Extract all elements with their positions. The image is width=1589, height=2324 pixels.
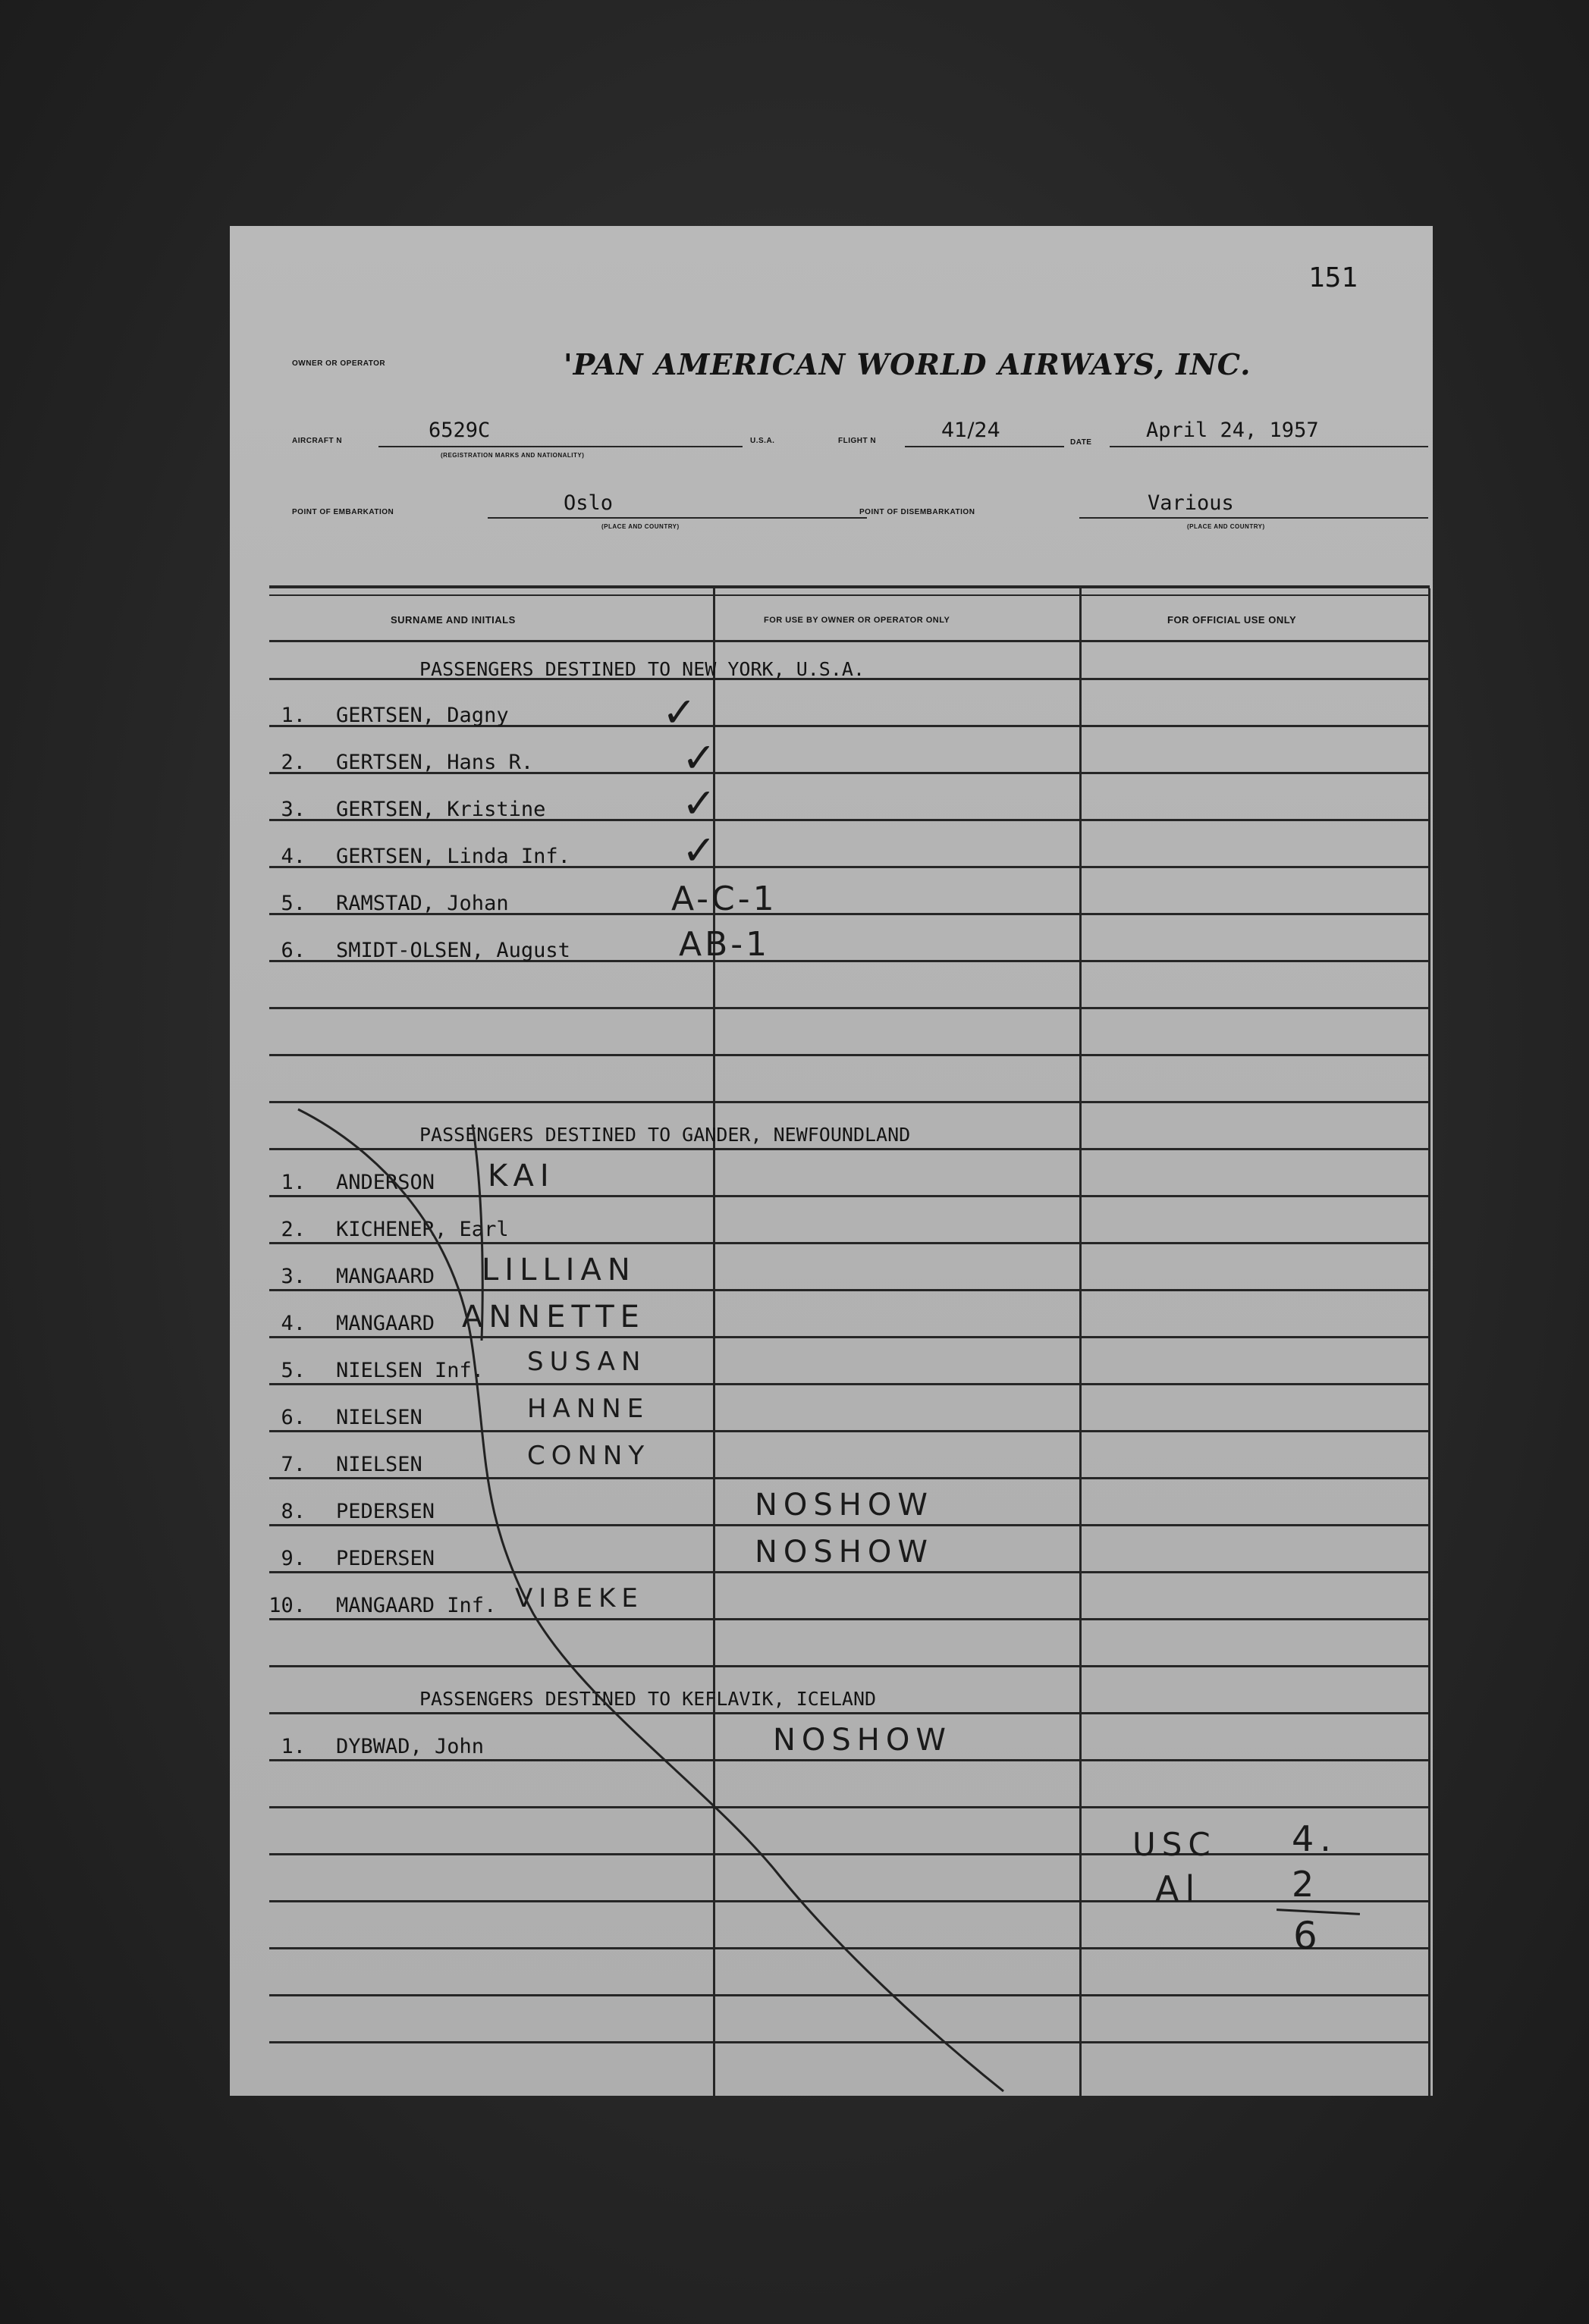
row-number: 8. [281, 1500, 306, 1523]
rule [269, 2041, 1430, 2043]
rule [269, 1947, 1430, 1949]
checkmark: ✓ [682, 779, 723, 827]
table-top-border-inner [269, 594, 1430, 596]
passenger-manifest-page [230, 226, 1433, 2096]
pencil-strike-line [230, 226, 1433, 2096]
handwritten-given-name: VIBEKE [515, 1583, 644, 1614]
rule [269, 1101, 1430, 1103]
aircraft-number: 6529C [429, 419, 491, 442]
handwritten-given-name: SUSAN [527, 1347, 647, 1377]
disembarkation-underline [1079, 517, 1428, 519]
row-number: 6. [281, 1406, 306, 1429]
passenger-name: GERTSEN, Linda Inf. [336, 845, 570, 868]
aircraft-underline [378, 446, 743, 447]
table-top-border [269, 585, 1430, 588]
section-title-gander: PASSENGERS DESTINED TO GANDER, NEWFOUNDLAND [419, 1124, 911, 1146]
row-number: 5. [281, 892, 306, 915]
rule [269, 1430, 1430, 1432]
rule [269, 1054, 1430, 1056]
row-number: 1. [281, 1735, 306, 1758]
handwritten-code: A-C-1 [671, 880, 777, 918]
section-title-new-york: PASSENGERS DESTINED TO NEW YORK, U.S.A. [419, 658, 865, 680]
aircraft-label: AIRCRAFT N [292, 437, 343, 445]
table-right-border [1428, 588, 1430, 2096]
checkmark: ✓ [682, 826, 723, 874]
passenger-name: SMIDT-OLSEN, August [336, 939, 570, 962]
passenger-name: PEDERSEN [336, 1500, 435, 1523]
rule [269, 1195, 1430, 1197]
handwritten-given-name: CONNY [527, 1441, 651, 1471]
rule [269, 1900, 1430, 1902]
disembarkation-note: (PLACE AND COUNTRY) [1187, 523, 1265, 530]
section-title-keflavik: PASSENGERS DESTINED TO KEFLAVIK, ICELAND [419, 1688, 877, 1710]
passenger-name: MANGAARD [336, 1265, 435, 1288]
rule [269, 1524, 1430, 1526]
checkmark: ✓ [662, 688, 703, 736]
tally-line-1-value: 4. [1292, 1818, 1337, 1859]
flight-label: FLIGHT N [838, 437, 877, 445]
column-header-surname: SURNAME AND INITIALS [391, 614, 516, 626]
row-number: 2. [281, 1218, 306, 1241]
handwritten-given-name: HANNE [527, 1394, 650, 1424]
tally-total: 6 [1293, 1914, 1324, 1958]
page-number: 151 [1308, 262, 1358, 293]
passenger-name: KICHENER, Earl [336, 1218, 509, 1241]
column-header-operator: FOR USE BY OWNER OR OPERATOR ONLY [764, 616, 950, 625]
header-rule [269, 640, 1430, 642]
disembarkation-label: POINT OF DISEMBARKATION [859, 508, 975, 516]
row-number: 10. [268, 1594, 306, 1617]
passenger-name: NIELSEN [336, 1406, 422, 1429]
passenger-name: NIELSEN Inf. [336, 1359, 485, 1382]
handwritten-status: NOSHOW [773, 1723, 952, 1758]
disembarkation-value: Various [1148, 491, 1234, 515]
rule [269, 1712, 1430, 1714]
date-underline [1110, 446, 1428, 447]
usa-label: U.S.A. [750, 437, 775, 445]
row-number: 9. [281, 1547, 306, 1570]
tally-line-2-label: Al [1155, 1868, 1201, 1909]
passenger-name: GERTSEN, Dagny [336, 704, 509, 727]
operator-name: 'PAN AMERICAN WORLD AIRWAYS, INC. [564, 347, 1251, 381]
row-number: 4. [281, 845, 306, 868]
handwritten-given-name: ANNETTE [462, 1300, 645, 1334]
row-number: 1. [281, 704, 306, 727]
handwritten-given-name: KAI [488, 1159, 555, 1193]
passenger-name: RAMSTAD, Johan [336, 892, 509, 915]
registration-note: (REGISTRATION MARKS AND NATIONALITY) [441, 452, 585, 459]
rule [269, 1242, 1430, 1244]
owner-label: OWNER OR OPERATOR [292, 359, 386, 368]
rule [269, 1007, 1430, 1009]
rule [269, 1994, 1430, 1996]
embarkation-note: (PLACE AND COUNTRY) [601, 523, 680, 530]
passenger-name: MANGAARD [336, 1312, 435, 1335]
passenger-name: DYBWAD, John [336, 1735, 485, 1758]
rule [269, 1289, 1430, 1291]
tally-line-2-value: 2 [1292, 1864, 1321, 1905]
rule [269, 1853, 1430, 1855]
passenger-name: GERTSEN, Kristine [336, 798, 546, 821]
row-number: 6. [281, 939, 306, 962]
handwritten-status: NOSHOW [755, 1488, 934, 1523]
rule [269, 1759, 1430, 1761]
row-number: 2. [281, 751, 306, 774]
row-number: 7. [281, 1453, 306, 1476]
handwritten-code: AB-1 [679, 925, 771, 964]
row-number: 1. [281, 1171, 306, 1194]
tally-line-1-label: USC [1132, 1826, 1217, 1863]
rule [269, 1571, 1430, 1573]
passenger-name: ANDERSON [336, 1171, 435, 1194]
flight-underline [905, 446, 1064, 447]
rule [269, 1618, 1430, 1620]
rule [269, 1665, 1430, 1667]
embarkation-value: Oslo [564, 491, 614, 515]
passenger-name: PEDERSEN [336, 1547, 435, 1570]
handwritten-status: NOSHOW [755, 1535, 934, 1570]
embarkation-underline [488, 517, 867, 519]
passenger-name: GERTSEN, Hans R. [336, 751, 534, 774]
passenger-name: NIELSEN [336, 1453, 422, 1476]
embarkation-label: POINT OF EMBARKATION [292, 508, 394, 516]
date-label: DATE [1070, 438, 1092, 447]
rule [269, 1806, 1430, 1808]
row-number: 3. [281, 1265, 306, 1288]
row-number: 5. [281, 1359, 306, 1382]
rule [269, 1148, 1430, 1150]
column-header-official: FOR OFFICIAL USE ONLY [1167, 614, 1297, 626]
column-divider-2 [1079, 588, 1082, 2096]
checkmark: ✓ [682, 734, 723, 782]
row-number: 4. [281, 1312, 306, 1335]
rule [269, 1336, 1430, 1338]
handwritten-given-name: LILLIAN [482, 1253, 636, 1287]
passenger-name: MANGAARD Inf. [336, 1594, 497, 1617]
rule [269, 1383, 1430, 1385]
row-number: 3. [281, 798, 306, 821]
flight-date: April 24, 1957 [1146, 419, 1319, 442]
flight-number: 41/24 [941, 419, 1000, 442]
rule [269, 1477, 1430, 1479]
